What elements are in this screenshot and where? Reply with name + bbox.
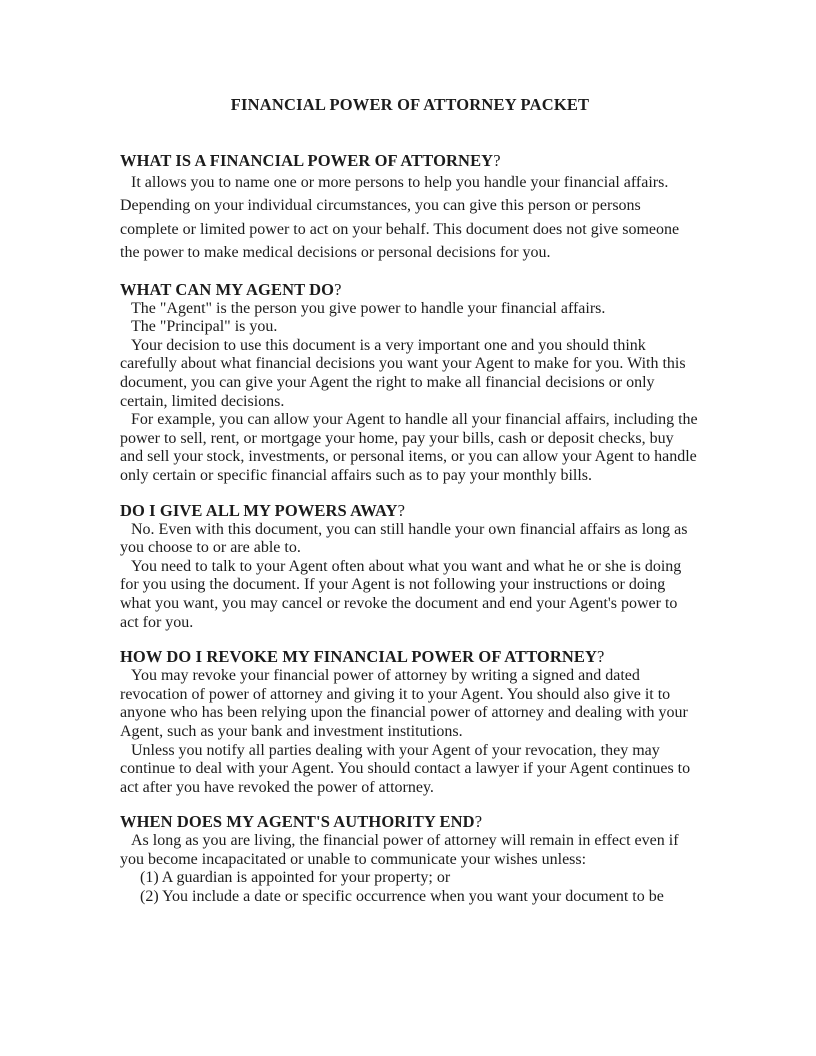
paragraph: No. Even with this document, you can still handle your own financial affairs as long as you choose to or are able to. [120, 520, 688, 557]
section-heading [120, 647, 700, 666]
section-what-can-my-agent-do [120, 280, 700, 486]
section-heading [120, 151, 700, 170]
section-heading-text: DO I GIVE ALL MY POWERS AWAY [120, 500, 398, 520]
paragraph: The "Agent" is the person you give power to handle your financial affairs. [131, 299, 606, 317]
section-heading-text: WHAT CAN MY AGENT DO [120, 279, 335, 299]
paragraph: You may revoke your financial power of attorney by writing a signed and dated revocation of power of attorney and giving it to your Agent. You should also give it to anyone who has been relying upon the financial power of attorney and dealing with your Agent, such as your bank and investment institutions. [120, 667, 688, 740]
section-heading [120, 280, 700, 299]
list-item-2: (2) You include a date or specific occurrence when you want your document to be [140, 888, 664, 906]
paragraph: For example, you can allow your Agent to handle all your financial affairs, including the power to sell, rent, or mortgage your home, pay your bills, cash or deposit checks, buy and sell your stock, investments, or personal items, or you can allow your Agent to handle only certain or specific financial affairs such as to pay your monthly bills. [120, 411, 698, 484]
section-heading-text: HOW DO I REVOKE MY FINANCIAL POWER OF ATTORNEY [120, 647, 598, 667]
section-heading [120, 812, 700, 831]
section-how-do-i-revoke [120, 647, 700, 797]
heading-question-mark: ? [397, 500, 405, 520]
section-heading-text: WHEN DOES MY AGENT'S AUTHORITY END [120, 812, 475, 832]
heading-question-mark: ? [493, 151, 501, 170]
section-what-is-a-financial-poa [120, 151, 700, 265]
list-item-1: (1) A guardian is appointed for your property; or [140, 869, 451, 887]
document-title: FINANCIAL POWER OF ATTORNEY PACKET [230, 95, 590, 114]
heading-question-mark: ? [474, 812, 483, 832]
section-heading-text: WHAT IS A FINANCIAL POWER OF ATTORNEY [120, 151, 494, 170]
section-heading [120, 501, 700, 520]
paragraph: Unless you notify all parties dealing with your Agent of your revocation, they may continue to deal with your Agent. You should contact a lawyer if your Agent continues to act after you have revoked the power of attorney. [120, 741, 691, 796]
paragraph: You need to talk to your Agent often about what you want and what he or she is doing for you using the document. If your Agent is not following your instructions or doing what you want, you may cancel or revoke the document and end your Agent's power to act for you. [120, 557, 682, 631]
paragraph: As long as you are living, the financial power of attorney will remain in effect even if you become incapacitated or unable to communicate your wishes unless: [120, 832, 679, 868]
paragraph: The "Principal" is you. [131, 318, 278, 336]
heading-question-mark: ? [334, 279, 342, 299]
section-do-i-give-all-my-powers-away [120, 501, 700, 633]
heading-question-mark: ? [597, 647, 605, 667]
paragraph: It allows you to name one or more persons to help you handle your financial affairs. Depending on your individual circumstances, you can give this person or persons complete or limited power to act on your behalf. This document does not give someone the power to make medical decisions or personal decisions for you. [120, 174, 680, 262]
paragraph: Your decision to use this document is a very important one and you should think carefully about what financial decisions you want your Agent to make for you. With this document, you can give your Agent the right to make all financial decisions or only certain, limited decisions. [120, 336, 686, 410]
section-when-does-authority-end [120, 812, 700, 906]
